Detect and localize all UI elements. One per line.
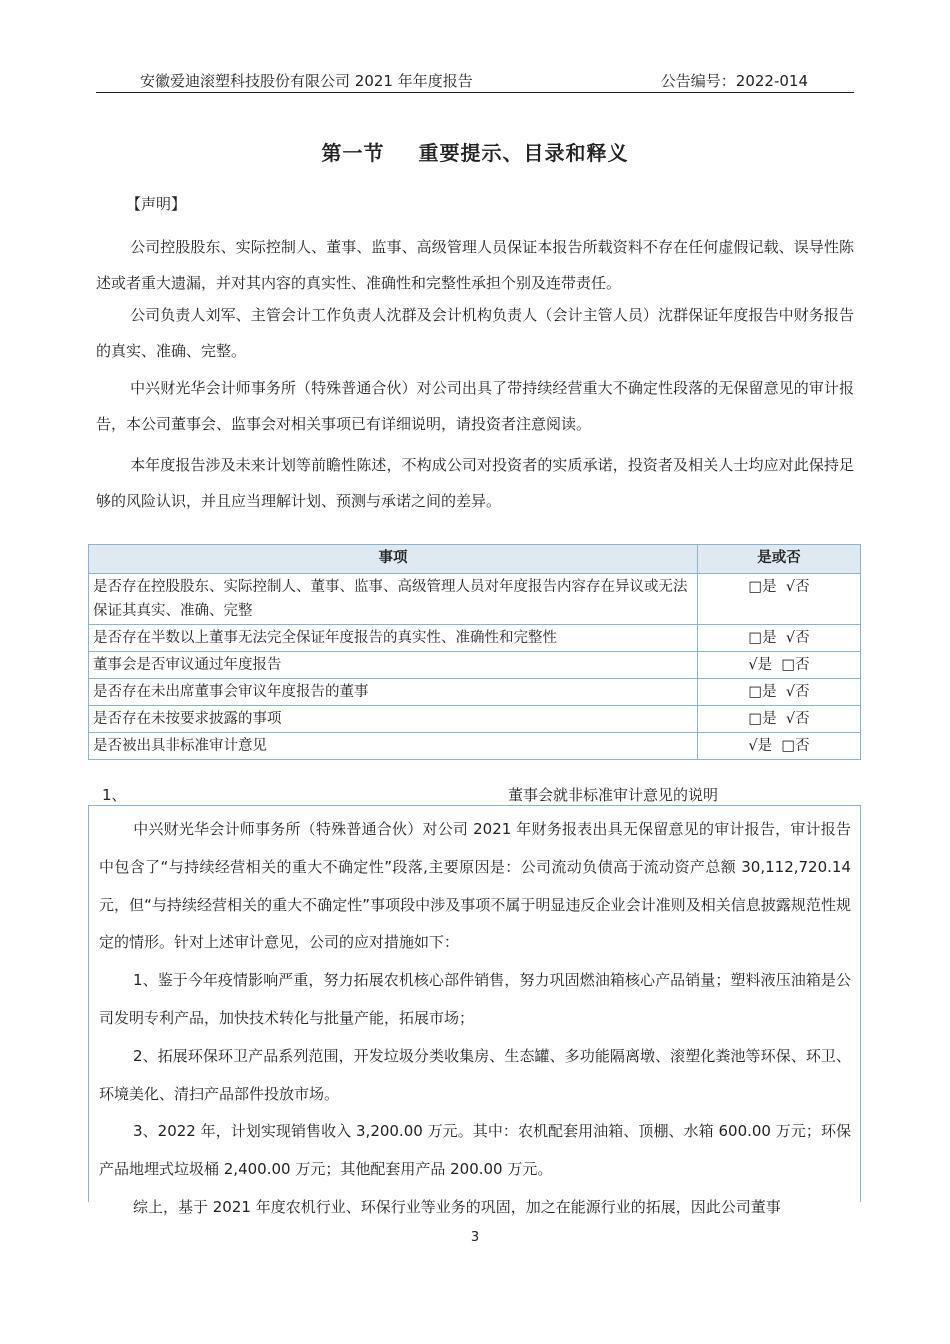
table-header-row <box>89 545 861 574</box>
table-header-yes-no: 是或否 <box>698 545 861 574</box>
table-cell-item: 董事会是否审议通过年度报告 <box>89 652 698 679</box>
no-mark: □ <box>781 738 796 754</box>
table-cell-yes-no: □是 √否 <box>698 706 861 733</box>
no-mark: √ <box>785 579 796 595</box>
table-cell-item: 是否存在半数以上董事无法完全保证年度报告的真实性、准确性和完整性 <box>89 625 698 652</box>
table-cell-yes-no: √是 □否 <box>698 733 861 760</box>
header-company-report: 安徽爱迪滚塑科技股份有限公司 2021 年年度报告 <box>140 72 473 90</box>
header-divider <box>96 92 854 93</box>
section-heading: 重要提示、目录和释义 <box>418 141 629 165</box>
table-cell-yes-no: □是 √否 <box>698 679 861 706</box>
no-mark: √ <box>785 630 796 646</box>
note-title: 董事会就非标准审计意见的说明 <box>508 786 719 804</box>
table-cell-item: 是否存在控股股东、实际控制人、董事、监事、高级管理人员对年度报告内容存在异议或无法保证其真实、准确、完整 <box>89 574 698 625</box>
table-row <box>89 733 861 760</box>
page-header <box>96 70 854 92</box>
yes-mark: □ <box>748 579 763 595</box>
table-cell-item: 是否存在未出席董事会审议年度报告的董事 <box>89 679 698 706</box>
no-mark: √ <box>785 684 796 700</box>
no-mark: √ <box>785 711 796 727</box>
note-box <box>88 805 861 1216</box>
note-paragraph: 1、鉴于今年疫情影响严重，努力拓展农机核心部件销售，努力巩固燃油箱核心产品销量；塑料液压油箱是公司发明专利产品，加快技术转化与批量产能，拓展市场； <box>99 971 851 1027</box>
note-body <box>99 811 851 1227</box>
yes-mark: □ <box>748 630 763 646</box>
table-row <box>89 652 861 679</box>
note-number: 1、 <box>102 786 127 804</box>
yes-mark: √ <box>748 657 758 673</box>
yes-mark: □ <box>748 711 763 727</box>
yes-mark: □ <box>748 684 763 700</box>
statement-paragraph: 公司负责人刘军、主管会计工作负责人沈群及会计机构负责人（会计主管人员）沈群保证年度报告中财务报告的真实、准确、完整。 <box>96 306 854 360</box>
header-announcement-number: 公告编号：2022-014 <box>660 72 808 90</box>
table-row <box>89 574 861 625</box>
yes-mark: √ <box>748 738 758 754</box>
note-paragraph: 3、2022 年，计划实现销售收入 3,200.00 万元。其中：农机配套用油箱、顶棚、水箱 600.00 万元；环保产品地埋式垃圾桶 2,400.00 万元；其他配套用产品 200.00 万元。 <box>99 1122 851 1179</box>
table-row <box>89 679 861 706</box>
table-cell-yes-no: √是 □否 <box>698 652 861 679</box>
page-number: 3 <box>470 1230 480 1245</box>
table-header-item: 事项 <box>89 545 698 574</box>
note-paragraph: 2、拓展环保环卫产品系列范围，开发垃圾分类收集房、生态罐、多功能隔离墩、滚塑化粪池等环保、环卫、环境美化、清扫产品部件投放市场。 <box>99 1046 851 1103</box>
table-cell-yes-no: □是 √否 <box>698 574 861 625</box>
statement-paragraph: 公司控股股东、实际控制人、董事、监事、高级管理人员保证本报告所载资料不存在任何虚假记载、误导性陈述或者重大遗漏，并对其内容的真实性、准确性和完整性承担个别及连带责任。 <box>96 238 854 292</box>
table-cell-item: 是否存在未按要求披露的事项 <box>89 706 698 733</box>
table-row <box>89 625 861 652</box>
note-paragraph: 综上，基于 2021 年度农机行业、环保行业等业务的巩固，加之在能源行业的拓展，因此公司董事 <box>133 1197 781 1216</box>
section-prefix: 第一节 <box>321 141 385 165</box>
note-paragraph: 中兴财光华会计师事务所（特殊普通合伙）对公司 2021 年财务报表出具无保留意见的审计报告，审计报告中包含了“与持续经营相关的重大不确定性”段落,主要原因是：公司流动负债高于流动资产总额 30,112,720.14 元，但“与持续经营相关的重大不确定性”事项段中涉及事项不属于明显违反企业会计准则及相关信息披露规范性规定的情形。针对上述审计意见，公司的应对措施如下： <box>99 820 851 952</box>
confirmation-table <box>88 544 861 760</box>
table-row <box>89 706 861 733</box>
statement-paragraph: 本年度报告涉及未来计划等前瞻性陈述，不构成公司对投资者的实质承诺，投资者及相关人士均应对此保持足够的风险认识，并且应当理解计划、预测与承诺之间的差异。 <box>96 456 854 510</box>
no-mark: □ <box>781 657 796 673</box>
section-title <box>0 137 950 166</box>
statement-paragraph: 中兴财光华会计师事务所（特殊普通合伙）对公司出具了带持续经营重大不确定性段落的无保留意见的审计报告，本公司董事会、监事会对相关事项已有详细说明，请投资者注意阅读。 <box>96 379 854 433</box>
statement-label: 【声明】 <box>126 195 187 213</box>
table-cell-item: 是否被出具非标准审计意见 <box>89 733 698 760</box>
table-cell-yes-no: □是 √否 <box>698 625 861 652</box>
